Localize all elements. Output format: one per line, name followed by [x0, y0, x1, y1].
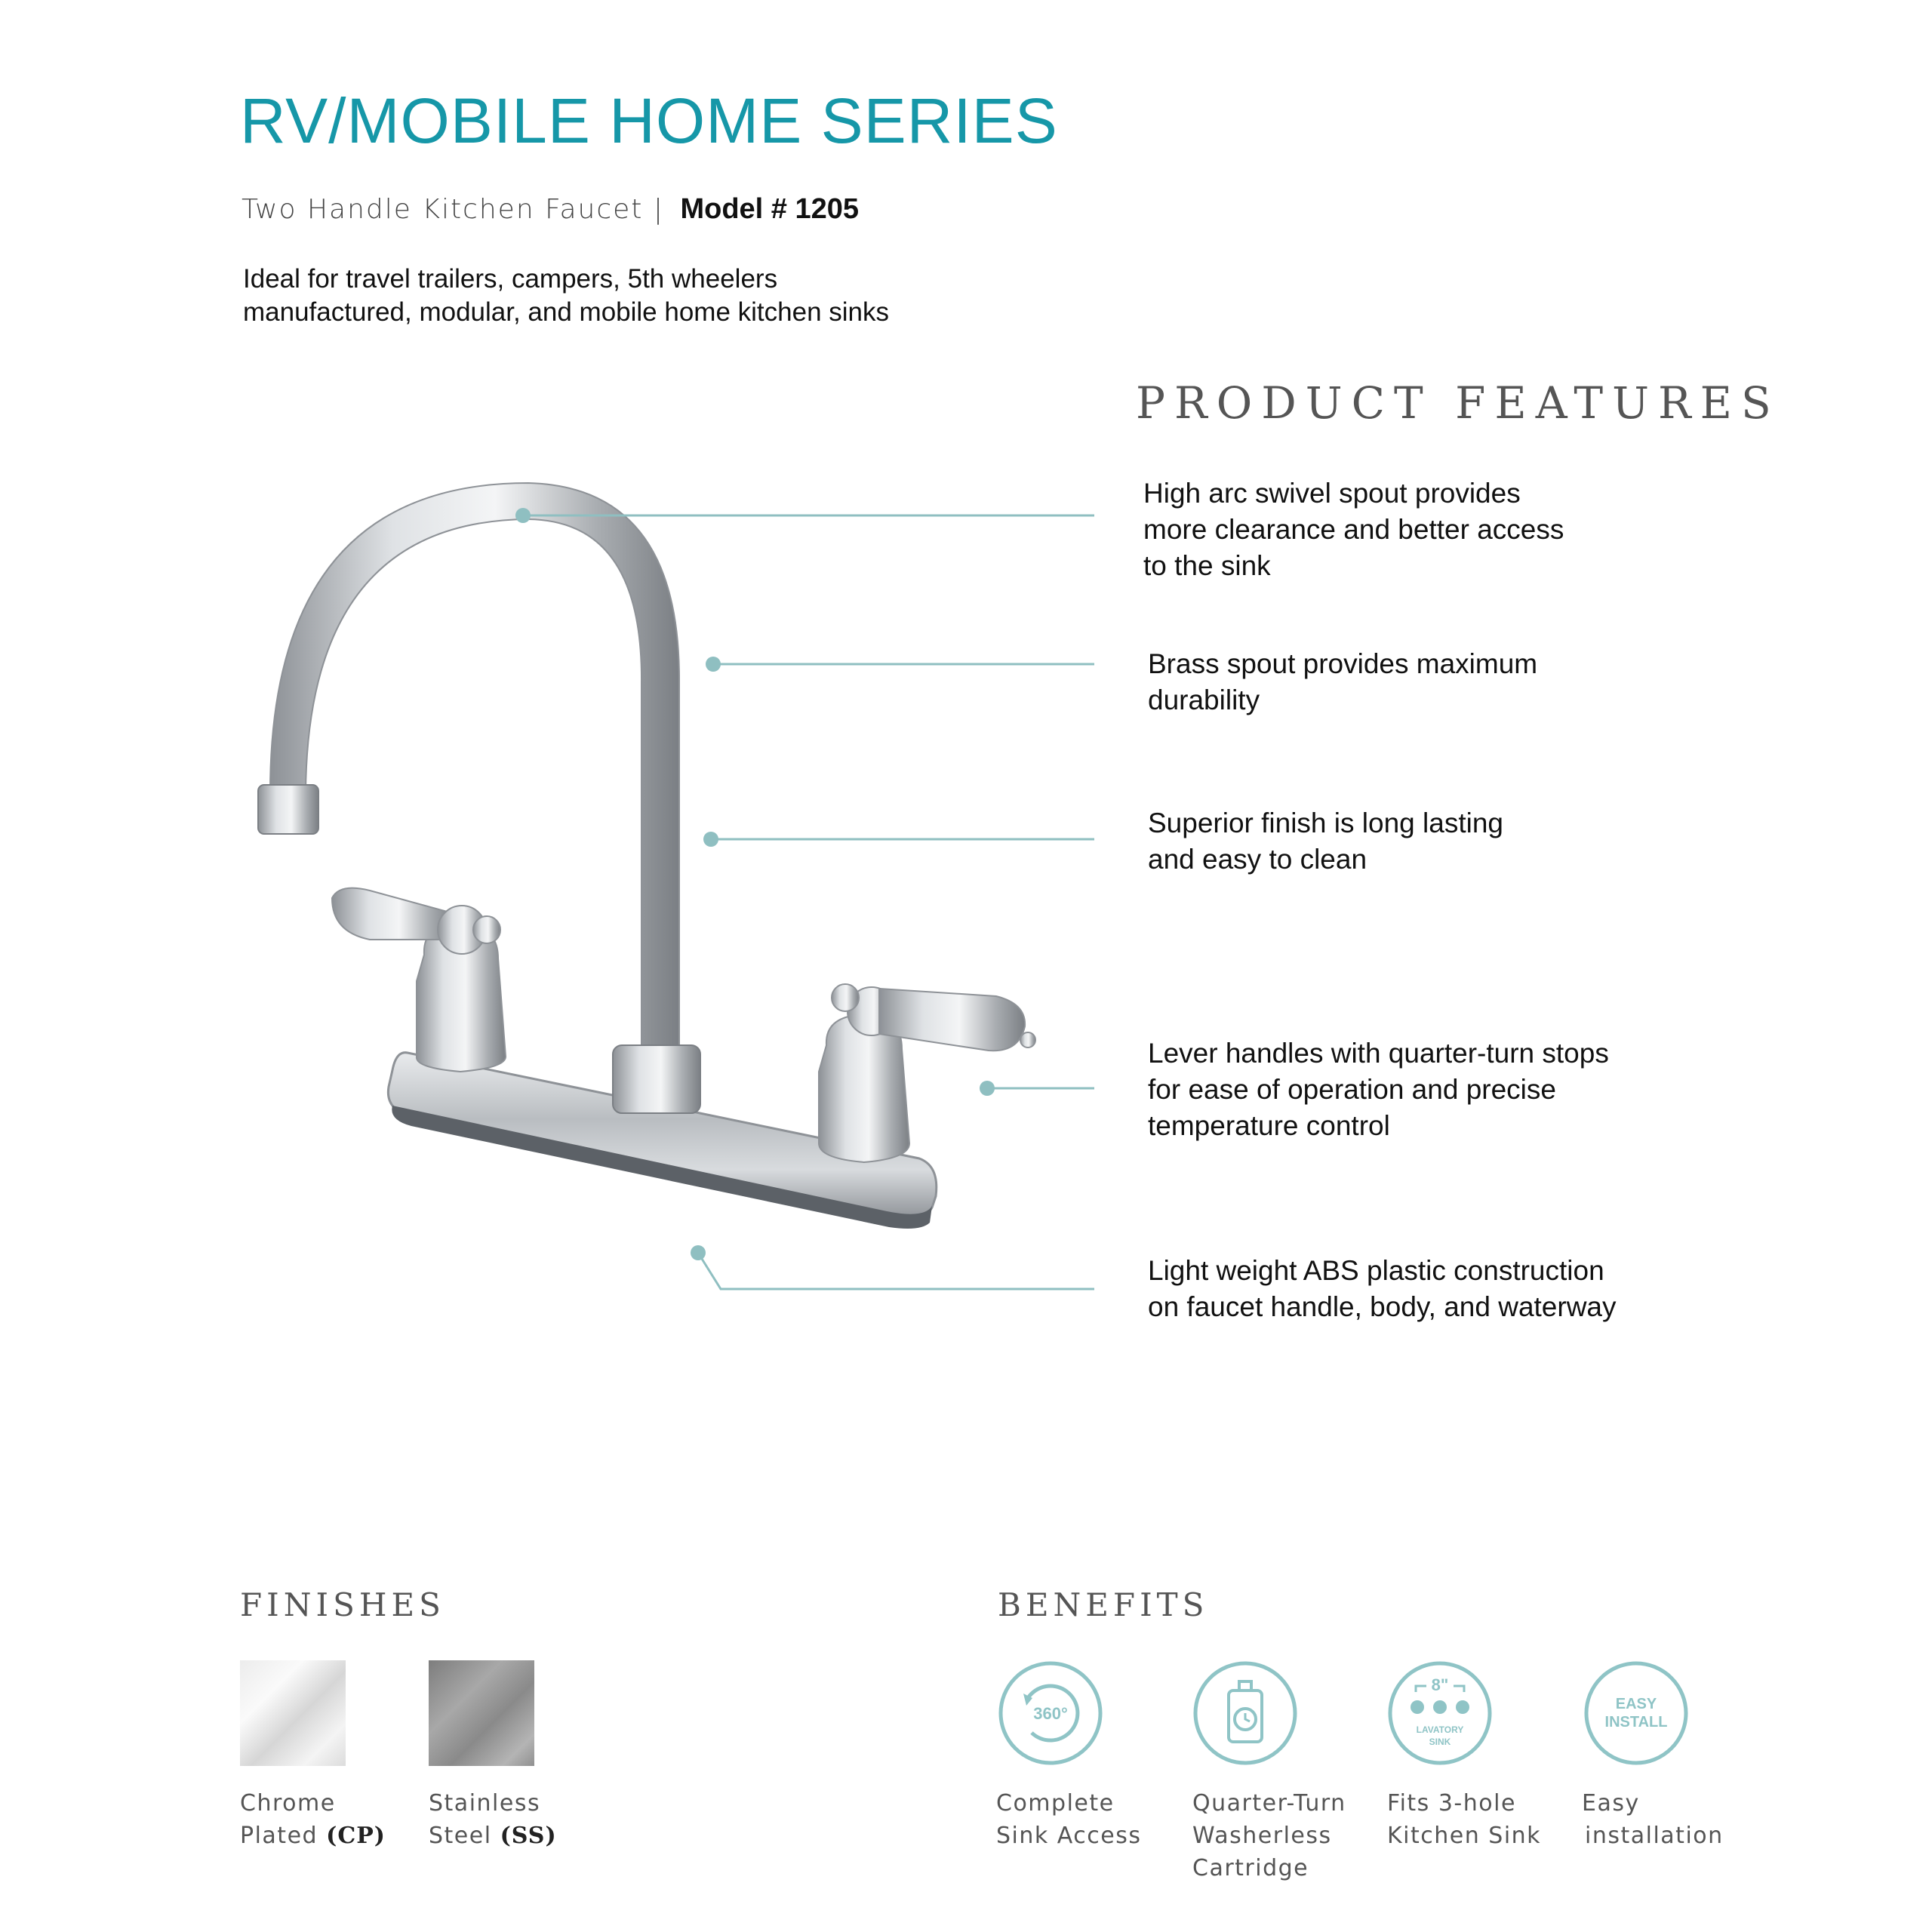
- finish-swatch-chrome: [240, 1660, 346, 1766]
- feature-line: more clearance and better access: [1143, 514, 1564, 545]
- callout-dot: [703, 832, 718, 847]
- benefit-line: Complete: [996, 1790, 1115, 1817]
- feature-line: temperature control: [1148, 1110, 1390, 1141]
- feature-line: on faucet handle, body, and waterway: [1148, 1291, 1617, 1322]
- rotation-360-icon: [998, 1660, 1103, 1766]
- feature-item: [1148, 646, 1537, 718]
- finishes-heading: FINISHES: [240, 1586, 445, 1623]
- benefit-line: Quarter-Turn: [1192, 1790, 1346, 1817]
- finish-label-chrome: [240, 1787, 386, 1852]
- benefit-line: Cartridge: [1192, 1855, 1309, 1881]
- description-line: manufactured, modular, and mobile home kitchen sinks: [243, 297, 890, 327]
- benefit-line: Kitchen Sink: [1387, 1823, 1542, 1849]
- icon-360-text: 360°: [1033, 1704, 1068, 1723]
- feature-item: [1148, 1035, 1609, 1144]
- feature-line: Light weight ABS plastic construction: [1148, 1255, 1604, 1286]
- benefit-label: [1582, 1787, 1724, 1852]
- feature-item: [1148, 1253, 1617, 1325]
- feature-line: Superior finish is long lasting: [1148, 808, 1503, 838]
- benefit-line: Sink Access: [996, 1823, 1142, 1849]
- product-features-heading: PRODUCT FEATURES: [1136, 377, 1780, 429]
- benefit-line: Easy: [1582, 1790, 1640, 1817]
- callout-dot: [980, 1081, 995, 1096]
- callout-dot: [706, 657, 721, 672]
- feature-line: for ease of operation and precise: [1148, 1074, 1556, 1105]
- benefit-line: Washerless: [1192, 1823, 1332, 1849]
- finish-label-stainless: [429, 1787, 557, 1852]
- icon-8in-text: 8": [1431, 1675, 1449, 1694]
- icon-sink-text: SINK: [1429, 1737, 1451, 1747]
- benefit-label: [1387, 1787, 1541, 1852]
- finish-code: (SS): [500, 1823, 557, 1849]
- page-title: RV/MOBILE HOME SERIES: [240, 85, 1058, 156]
- easy-install-icon: [1583, 1660, 1689, 1766]
- benefit-line: Fits 3-hole: [1387, 1790, 1516, 1817]
- callout-dot: [691, 1245, 706, 1260]
- subtitle-separator: |: [653, 194, 665, 225]
- benefits-heading: BENEFITS: [998, 1586, 1209, 1623]
- finish-name: Chrome: [240, 1790, 336, 1817]
- feature-line: Brass spout provides maximum: [1148, 648, 1538, 679]
- callout-dot: [515, 508, 531, 523]
- icon-lavatory-text: LAVATORY: [1416, 1724, 1464, 1735]
- product-type: Two Handle Kitchen Faucet: [242, 194, 644, 225]
- finish-code: (CP): [326, 1823, 386, 1849]
- finish-name: Plated (CP): [240, 1823, 386, 1849]
- feature-line: to the sink: [1143, 550, 1271, 581]
- icon-install-text: INSTALL: [1604, 1714, 1668, 1730]
- feature-line: durability: [1148, 685, 1260, 715]
- faucet-handle-right: [819, 984, 1035, 1162]
- three-hole-sink-icon: [1387, 1660, 1493, 1766]
- benefit-label: [1192, 1787, 1346, 1884]
- model-number: Model # 1205: [680, 193, 860, 225]
- finish-name: Stainless: [429, 1790, 541, 1817]
- icon-easy-text: EASY: [1615, 1696, 1657, 1712]
- finish-swatch-stainless: [429, 1660, 534, 1766]
- feature-line: and easy to clean: [1148, 844, 1367, 875]
- benefit-label: [996, 1787, 1142, 1852]
- finish-name: Steel (SS): [429, 1823, 557, 1849]
- feature-item: [1143, 475, 1564, 584]
- feature-item: [1148, 805, 1503, 878]
- benefit-line: installation: [1585, 1823, 1724, 1849]
- feature-line: Lever handles with quarter-turn stops: [1148, 1038, 1609, 1069]
- callout-line-abs: [698, 1253, 1094, 1289]
- feature-line: High arc swivel spout provides: [1143, 478, 1521, 509]
- faucet-handle-left: [332, 888, 506, 1072]
- description-line: Ideal for travel trailers, campers, 5th wheelers: [243, 264, 778, 294]
- cartridge-icon: [1192, 1660, 1298, 1766]
